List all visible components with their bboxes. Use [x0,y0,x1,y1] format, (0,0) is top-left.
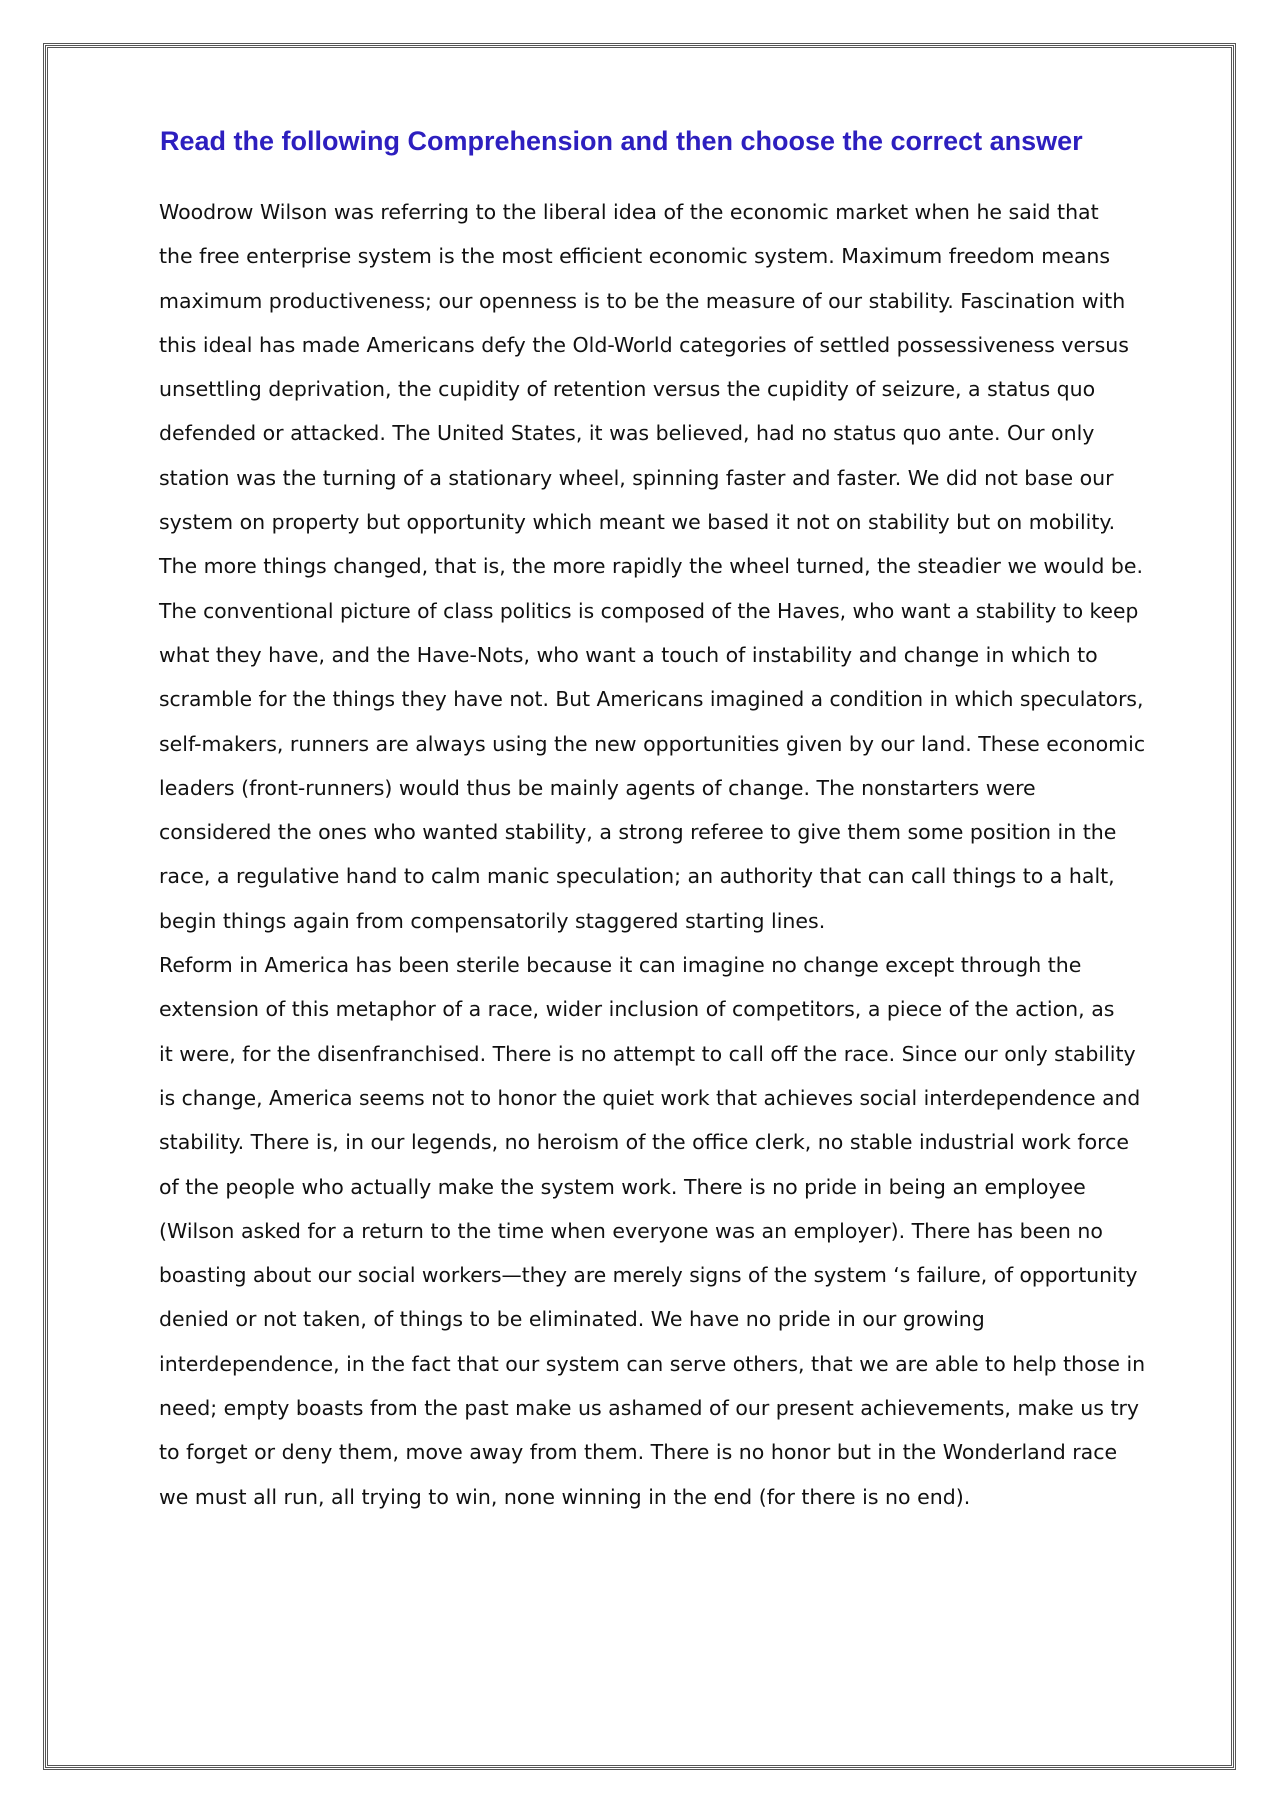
passage-line: considered the ones who wanted stability, a strong referee to give them some position in the [159,820,1117,845]
passage-line: Reform in America has been sterile because it can imagine no change except through the [159,953,1082,978]
passage-line: stability. There is, in our legends, no heroism of the office clerk, no stable industrial work force [159,1130,1130,1155]
passage-line: is change, America seems not to honor the quiet work that achieves social interdependence and [159,1085,1141,1110]
passage-line: denied or not taken, of things to be eliminated. We have no pride in our growing [159,1307,985,1332]
passage-line: extension of this metaphor of a race, wider inclusion of competitors, a piece of the action, as [159,997,1115,1022]
passage-line: we must all run, all trying to win, none winning in the end (for there is no end). [159,1484,971,1509]
passage-line: boasting about our social workers—they are merely signs of the system ‘s failure, of opportunity [159,1263,1138,1288]
passage-line: (Wilson asked for a return to the time when everyone was an employer). There has been no [159,1218,1103,1243]
passage-line: what they have, and the Have-Nots, who want a touch of instability and change in which to [159,642,1098,667]
passage-line: scramble for the things they have not. But Americans imagined a condition in which speculators, [159,687,1144,712]
comprehension-passage [159,190,1146,1519]
passage-line: interdependence, in the fact that our system can serve others, that we are able to help those in [159,1351,1146,1376]
passage-line: this ideal has made Americans defy the Old-World categories of settled possessiveness versus [159,332,1129,357]
passage-line: The more things changed, that is, the more rapidly the wheel turned, the steadier we would be. [159,554,1144,579]
passage-line: station was the turning of a stationary wheel, spinning faster and faster. We did not base our [159,465,1114,490]
passage-line: leaders (front-runners) would thus be mainly agents of change. The nonstarters were [159,775,1036,800]
passage-line: begin things again from compensatorily staggered starting lines. [159,908,826,933]
passage-line: need; empty boasts from the past make us ashamed of our present achievements, make us try [159,1396,1140,1421]
passage-line: race, a regulative hand to calm manic speculation; an authority that can call things to a halt, [159,864,1115,889]
passage-line: defended or attacked. The United States, it was believed, had no status quo ante. Our only [159,421,1095,446]
passage-line: it were, for the disenfranchised. There is no attempt to call off the race. Since our only stability [159,1041,1136,1066]
passage-line: of the people who actually make the system work. There is no pride in being an employee [159,1174,1086,1199]
passage-line: system on property but opportunity which meant we based it not on stability but on mobility. [159,510,1116,535]
passage-line: the free enterprise system is the most efficient economic system. Maximum freedom means [159,244,1111,269]
passage-line: Woodrow Wilson was referring to the liberal idea of the economic market when he said that [159,200,1099,224]
passage-line: self-makers, runners are always using the new opportunities given by our land. These economic [159,731,1146,756]
passage-line: unsettling deprivation, the cupidity of retention versus the cupidity of seizure, a status quo [159,377,1096,402]
passage-line: maximum productiveness; our openness is to be the measure of our stability. Fascination with [159,288,1126,313]
passage-line: to forget or deny them, move away from them. There is no honor but in the Wonderland race [159,1440,1118,1465]
passage-line: The conventional picture of class politics is composed of the Haves, who want a stability to keep [159,598,1139,623]
page-title: Read the following Comprehension and then choose the correct answer [160,126,1083,156]
